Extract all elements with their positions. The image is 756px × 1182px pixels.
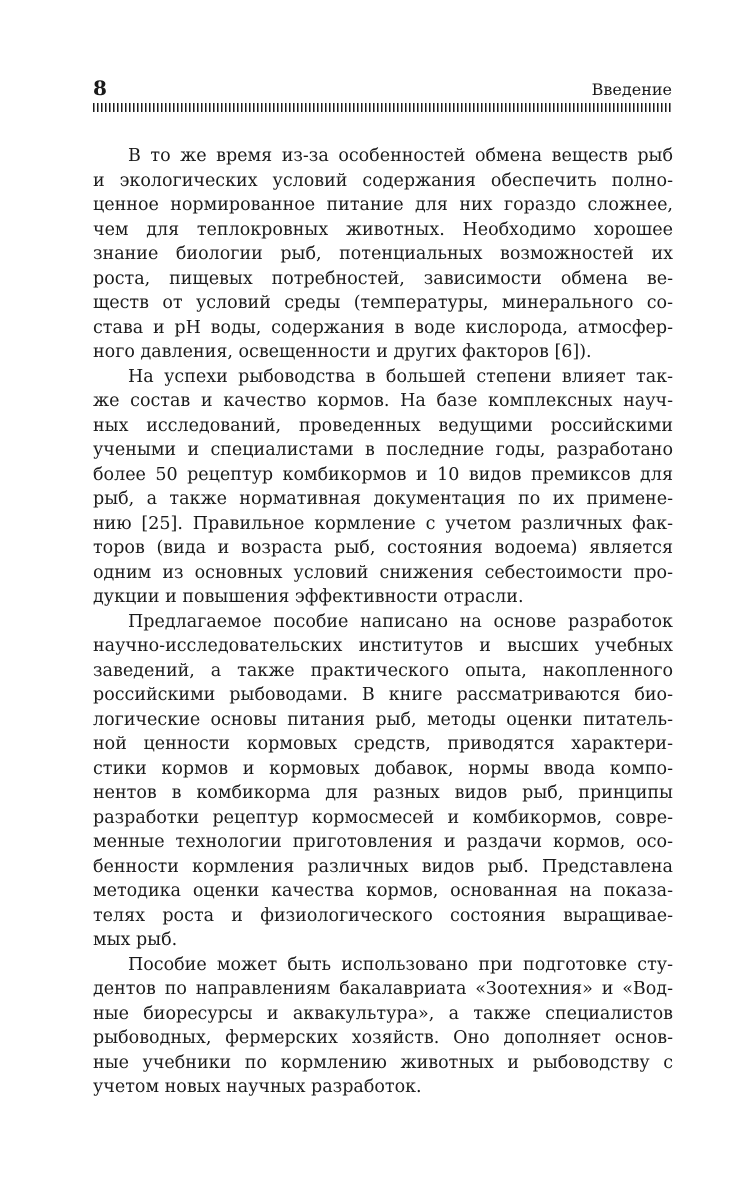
- text-line: ные учебники по кормлению животных и рыбоводству с: [93, 1052, 673, 1073]
- text-line: логические основы питания рыб, методы оценки питатель-: [93, 709, 673, 730]
- text-line: На успехи рыбоводства в большей степени влияет так-: [128, 366, 673, 387]
- text-line: В то же время из-за особенностей обмена веществ рыб: [128, 146, 673, 166]
- body-text: [93, 144, 673, 1100]
- text-line: мых рыб.: [93, 930, 178, 950]
- text-line: нентов в комбикорма для разных видов рыб, принципы: [93, 783, 673, 803]
- text-line: ществ от условий среды (температуры, минерального со-: [93, 293, 673, 313]
- paragraph: [93, 365, 673, 610]
- text-line: торов (вида и возраста рыб, состояния водоема) является: [93, 538, 673, 558]
- text-line: менные технологии приготовления и раздачи кормов, осо-: [93, 832, 673, 852]
- text-line: Предлагаемое пособие написано на основе разработок: [128, 611, 673, 632]
- text-line: чем для теплокровных животных. Необходимо хорошее: [93, 219, 673, 240]
- text-line: учеными и специалистами в последние годы, разработано: [93, 440, 673, 460]
- text-line: ной ценности кормовых средств, приводятся характери-: [93, 734, 673, 754]
- header-rule: [93, 103, 673, 112]
- text-line: бенности кормления различных видов рыб. Представлена: [93, 856, 673, 877]
- text-line: и экологических условий содержания обеспечить полно-: [93, 170, 673, 191]
- text-line: российскими рыбоводами. В книге рассматриваются био-: [93, 685, 673, 705]
- text-line: заведений, а также практического опыта, накопленного: [93, 660, 673, 681]
- text-line: става и pH воды, содержания в воде кислорода, атмосфер-: [93, 317, 673, 338]
- text-line: методика оценки качества кормов, основанная на показа-: [93, 881, 673, 901]
- text-line: разработки рецептур кормосмесей и комбикормов, совре-: [93, 807, 673, 828]
- text-line: нию [25]. Правильное кормление с учетом различных фак-: [93, 513, 673, 534]
- page-number: 8: [93, 76, 107, 100]
- text-line: телях роста и физиологического состояния выращивае-: [93, 905, 673, 926]
- text-line: дентов по направлениям бакалавриата «Зоотехния» и «Вод-: [93, 979, 673, 999]
- text-line: ных исследований, проведенных ведущими российскими: [93, 415, 673, 436]
- text-line: Пособие может быть использовано при подготовке сту-: [128, 954, 673, 975]
- paragraph: [93, 144, 673, 365]
- text-line: ценное нормированное питание для них гораздо сложнее,: [93, 195, 673, 215]
- text-line: же состав и качество кормов. На базе комплексных науч-: [93, 391, 673, 411]
- paragraph: [93, 610, 673, 953]
- text-line: стики кормов и кормовых добавок, нормы ввода компо-: [93, 758, 673, 779]
- text-line: научно-исследовательских институтов и высших учебных: [93, 636, 673, 656]
- paragraph: [93, 953, 673, 1100]
- text-line: учетом новых научных разработок.: [93, 1077, 422, 1097]
- text-line: одним из основных условий снижения себестоимости про-: [93, 562, 673, 583]
- text-line: дукции и повышения эффективности отрасли.: [93, 587, 524, 607]
- text-line: рыб, а также нормативная документация по их примене-: [93, 489, 673, 509]
- text-line: роста, пищевых потребностей, зависимости обмена ве-: [93, 268, 673, 289]
- text-line: знание биологии рыб, потенциальных возможностей их: [93, 244, 673, 264]
- text-line: более 50 рецептур комбикормов и 10 видов премиксов для: [93, 464, 673, 485]
- text-line: рыбоводных, фермерских хозяйств. Оно дополняет основ-: [93, 1028, 673, 1048]
- text-line: ного давления, освещенности и других факторов [6]).: [93, 342, 592, 362]
- text-line: ные биоресурсы и аквакультура», а также специалистов: [93, 1003, 673, 1024]
- running-title: Введение: [591, 80, 672, 99]
